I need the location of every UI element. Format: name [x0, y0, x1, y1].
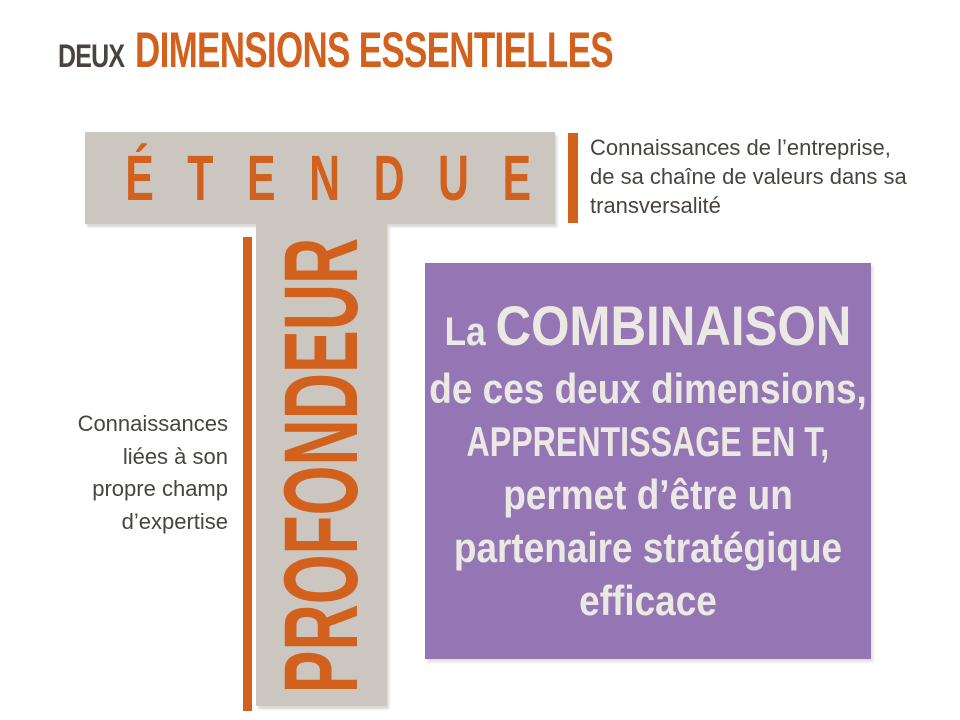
combination-text: [429, 293, 867, 627]
note-line: liées à son: [122, 443, 228, 469]
etendue-label: ÉTENDUE: [125, 142, 565, 214]
combination-line: de ces deux dimensions,: [429, 364, 867, 412]
combination-line: permet d’être un: [503, 470, 793, 518]
right-accent-bar: [568, 133, 578, 223]
entreprise-note: [590, 133, 930, 220]
note-line: de sa chaîne de valeurs dans sa: [590, 164, 907, 189]
note-line: transversalité: [590, 193, 721, 218]
etendue-bar: [85, 132, 565, 224]
note-line: Connaissances: [77, 411, 228, 436]
combination-lead: La: [444, 309, 486, 354]
left-accent-bar: [243, 237, 252, 711]
combination-box: [425, 263, 871, 659]
combination-line: APPRENTISSAGE EN T,: [466, 417, 830, 465]
profondeur-bar: [256, 224, 387, 706]
note-line: d’expertise: [121, 508, 228, 534]
combination-line: efficace: [579, 576, 717, 624]
profondeur-label: PROFONDEUR: [263, 237, 381, 693]
combination-headline: [444, 293, 852, 362]
slide-title-main: DIMENSIONS ESSENTIELLES: [135, 22, 613, 78]
slide-title-prefix: DEUX: [58, 38, 125, 74]
note-line: Connaissances de l’entreprise,: [590, 135, 891, 160]
expertise-note: [40, 408, 228, 538]
combination-emphasis: COMBINAISON: [495, 293, 852, 357]
note-line: propre champ: [92, 476, 228, 501]
combination-line: partenaire stratégique: [453, 523, 843, 571]
